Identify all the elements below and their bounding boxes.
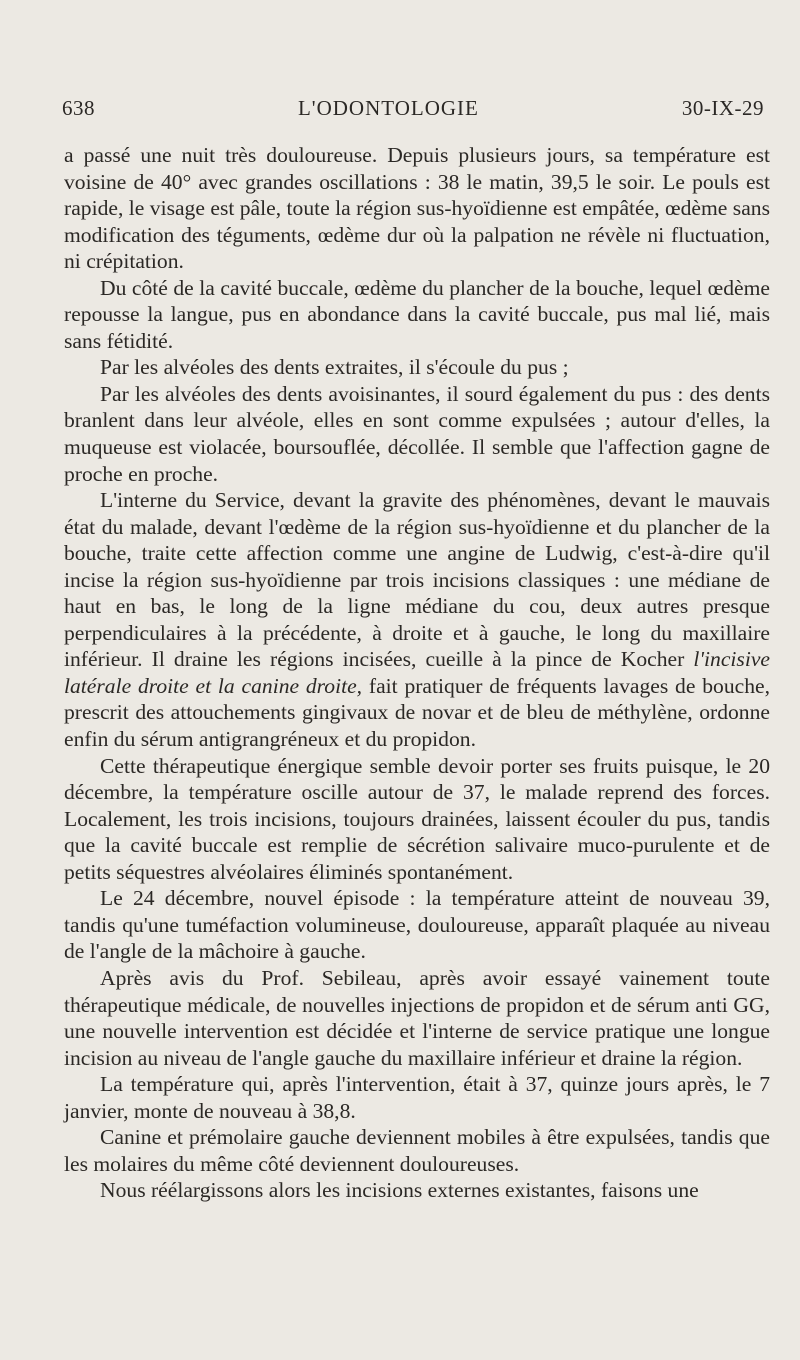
paragraph-1: a passé une nuit très douloureuse. Depuis plusieurs jours, sa température est voisine de 40° avec grandes oscillations : 38 le matin, 39,5 le soir. Le pouls est rapide, le visage est pâle, toute la région sus-hyoïdienne est empâtée, œdème sans modification des téguments, œdème dur où la palpation ne révèle ni fluctuation, ni crépitation. — [64, 143, 770, 274]
paragraph-8: Après avis du Prof. Sebileau, après avoir essayé vainement toute thérapeutique médicale, de nouvelles injections de propidon et de sérum anti GG, une nouvelle intervention est décidée et l'interne de service pratique une longue incision au niveau de l'angle gauche du maxillaire inférieur et draine la région. — [64, 965, 770, 1070]
paragraph-11: Nous réélargissons alors les incisions externes existantes, faisons une — [100, 1178, 699, 1203]
paragraph-5-text: L'interne du Service, devant la gravite des phénomènes, devant le mauvais état du malade, devant l'œdème de la région sus-hyoïdienne et du plancher de la bouche, traite cette affection comme une angine de Ludwig, c'est-à-dire qu'il incise la région sus-hyoïdienne par trois incisions classiques : une médiane de haut en bas, le long de la ligne médiane du cou, deux autres presque perpendiculaires à la précédente, à droite et à gauche, le long du maxillaire inférieur. Il draine les régions incisées, cueille à la pince de Kocher — [64, 488, 770, 672]
body-text — [64, 142, 770, 1204]
paragraph-3: Par les alvéoles des dents extraites, il s'écoule du pus ; — [100, 355, 569, 380]
paragraph-5-italic: l'incisive latérale droite et la canine droite, — [64, 647, 770, 698]
paragraph-4: Par les alvéoles des dents avoisinantes, il sourd également du pus : des dents branlent dans leur alvéole, elles en sont comme expulsées ; autour d'elles, la muqueuse est violacée, boursouflée, décollée. Il semble que l'affection gagne de proche en proche. — [64, 381, 770, 486]
paragraph-9: La température qui, après l'intervention, était à 37, quinze jours après, le 7 janvier, monte de nouveau à 38,8. — [64, 1072, 770, 1123]
running-header — [62, 96, 764, 121]
paragraph-6: Cette thérapeutique énergique semble devoir porter ses fruits puisque, le 20 décembre, la température oscille autour de 37, le malade reprend des forces. Localement, les trois incisions, toujours drainées, laissent écouler du pus, tandis que la cavité buccale est remplie de sécrétion salivaire muco-purulente et de petits séquestres alvéolaires éliminés spontanément. — [64, 753, 770, 884]
paragraph-5-tail: fait pratiquer de fréquents lavages de bouche, prescrit des attouchements gingivaux de novar et de bleu de méthylène, ordonne enfin du sérum antigrangréneux et du propidon. — [64, 673, 770, 752]
paragraph-2: Du côté de la cavité buccale, œdème du plancher de la bouche, lequel œdème repousse la langue, pus en abondance dans la cavité buccale, pus mal lié, mais sans fétidité. — [64, 275, 770, 353]
journal-title: L'ODONTOLOGIE — [297, 96, 479, 120]
paragraph-5 — [64, 487, 770, 752]
paragraph-10: Canine et prémolaire gauche deviennent mobiles à être expulsées, tandis que les molaires du même côté deviennent douloureuses. — [64, 1125, 770, 1176]
issue-date: 30-IX-29 — [681, 96, 764, 120]
paragraph-7: Le 24 décembre, nouvel épisode : la température atteint de nouveau 39, tandis qu'une tuméfaction volumineuse, douloureuse, apparaît plaquée au niveau de l'angle de la mâchoire à gauche. — [64, 886, 770, 964]
page-number: 638 — [62, 96, 95, 120]
